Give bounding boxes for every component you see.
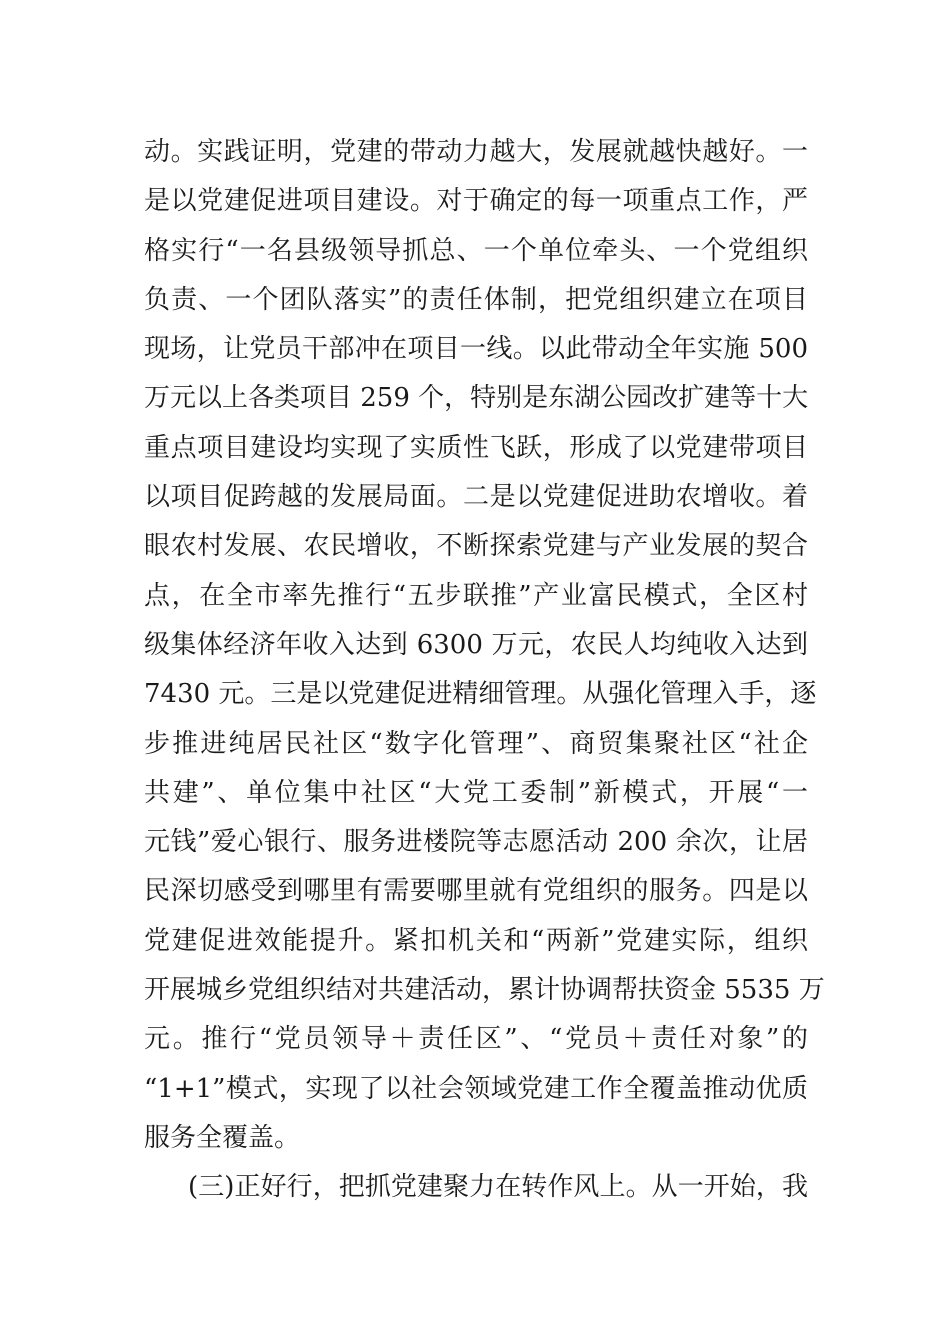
text-line: 元钱”爱心银行、服务进楼院等志愿活动 200 余次，让居 <box>144 827 808 858</box>
text-line: 现场，让党员干部冲在项目一线。以此带动全年实施 500 <box>144 334 808 365</box>
text-line: 服务全覆盖。 <box>144 1122 301 1153</box>
text-line: 是以党建促进项目建设。对于确定的每一项重点工作，严 <box>144 186 808 217</box>
text-line: 步推进纯居民社区“数字化管理”、商贸集聚社区“社企 <box>144 728 808 759</box>
body-text <box>144 128 825 1213</box>
text-line: 共建”、单位集中社区“大党工委制”新模式，开展“一 <box>144 777 808 808</box>
text-line: 重点项目建设均实现了实质性飞跃，形成了以党建带项目 <box>144 432 808 463</box>
text-line: 以项目促跨越的发展局面。二是以党建促进助农增收。着 <box>144 482 808 513</box>
section-heading-line: (三)正好行，把抓党建聚力在转作风上。从一开始，我 <box>188 1172 808 1203</box>
text-line: 党建促进效能提升。紧扣机关和“两新”党建实际，组织 <box>144 925 808 956</box>
text-line: 点，在全市率先推行“五步联推”产业富民模式，全区村 <box>144 580 808 611</box>
text-line: 民深切感受到哪里有需要哪里就有党组织的服务。四是以 <box>144 876 808 907</box>
text-line: 开展城乡党组织结对共建活动，累计协调帮扶资金 5535 万 <box>144 975 825 1006</box>
text-line: 格实行“一名县级领导抓总、一个单位牵头、一个党组织 <box>144 235 808 266</box>
text-line: 万元以上各类项目 259 个，特别是东湖公园改扩建等十大 <box>144 383 809 414</box>
text-line: 元。推行“党员领导＋责任区”、“党员＋责任对象”的 <box>144 1024 808 1055</box>
text-line: 级集体经济年收入达到 6300 万元，农民人均纯收入达到 <box>144 629 808 660</box>
text-line: 动。实践证明，党建的带动力越大，发展就越快越好。一 <box>144 137 808 167</box>
text-line: 眼农村发展、农民增收，不断探索党建与产业发展的契合 <box>144 531 808 562</box>
text-line: 负责、一个团队落实”的责任体制，把党组织建立在项目 <box>144 284 808 315</box>
text-line: “1+1”模式，实现了以社会领域党建工作全覆盖推动优质 <box>144 1073 808 1104</box>
text-line: 7430 元。三是以党建促进精细管理。从强化管理入手，逐 <box>144 679 817 710</box>
